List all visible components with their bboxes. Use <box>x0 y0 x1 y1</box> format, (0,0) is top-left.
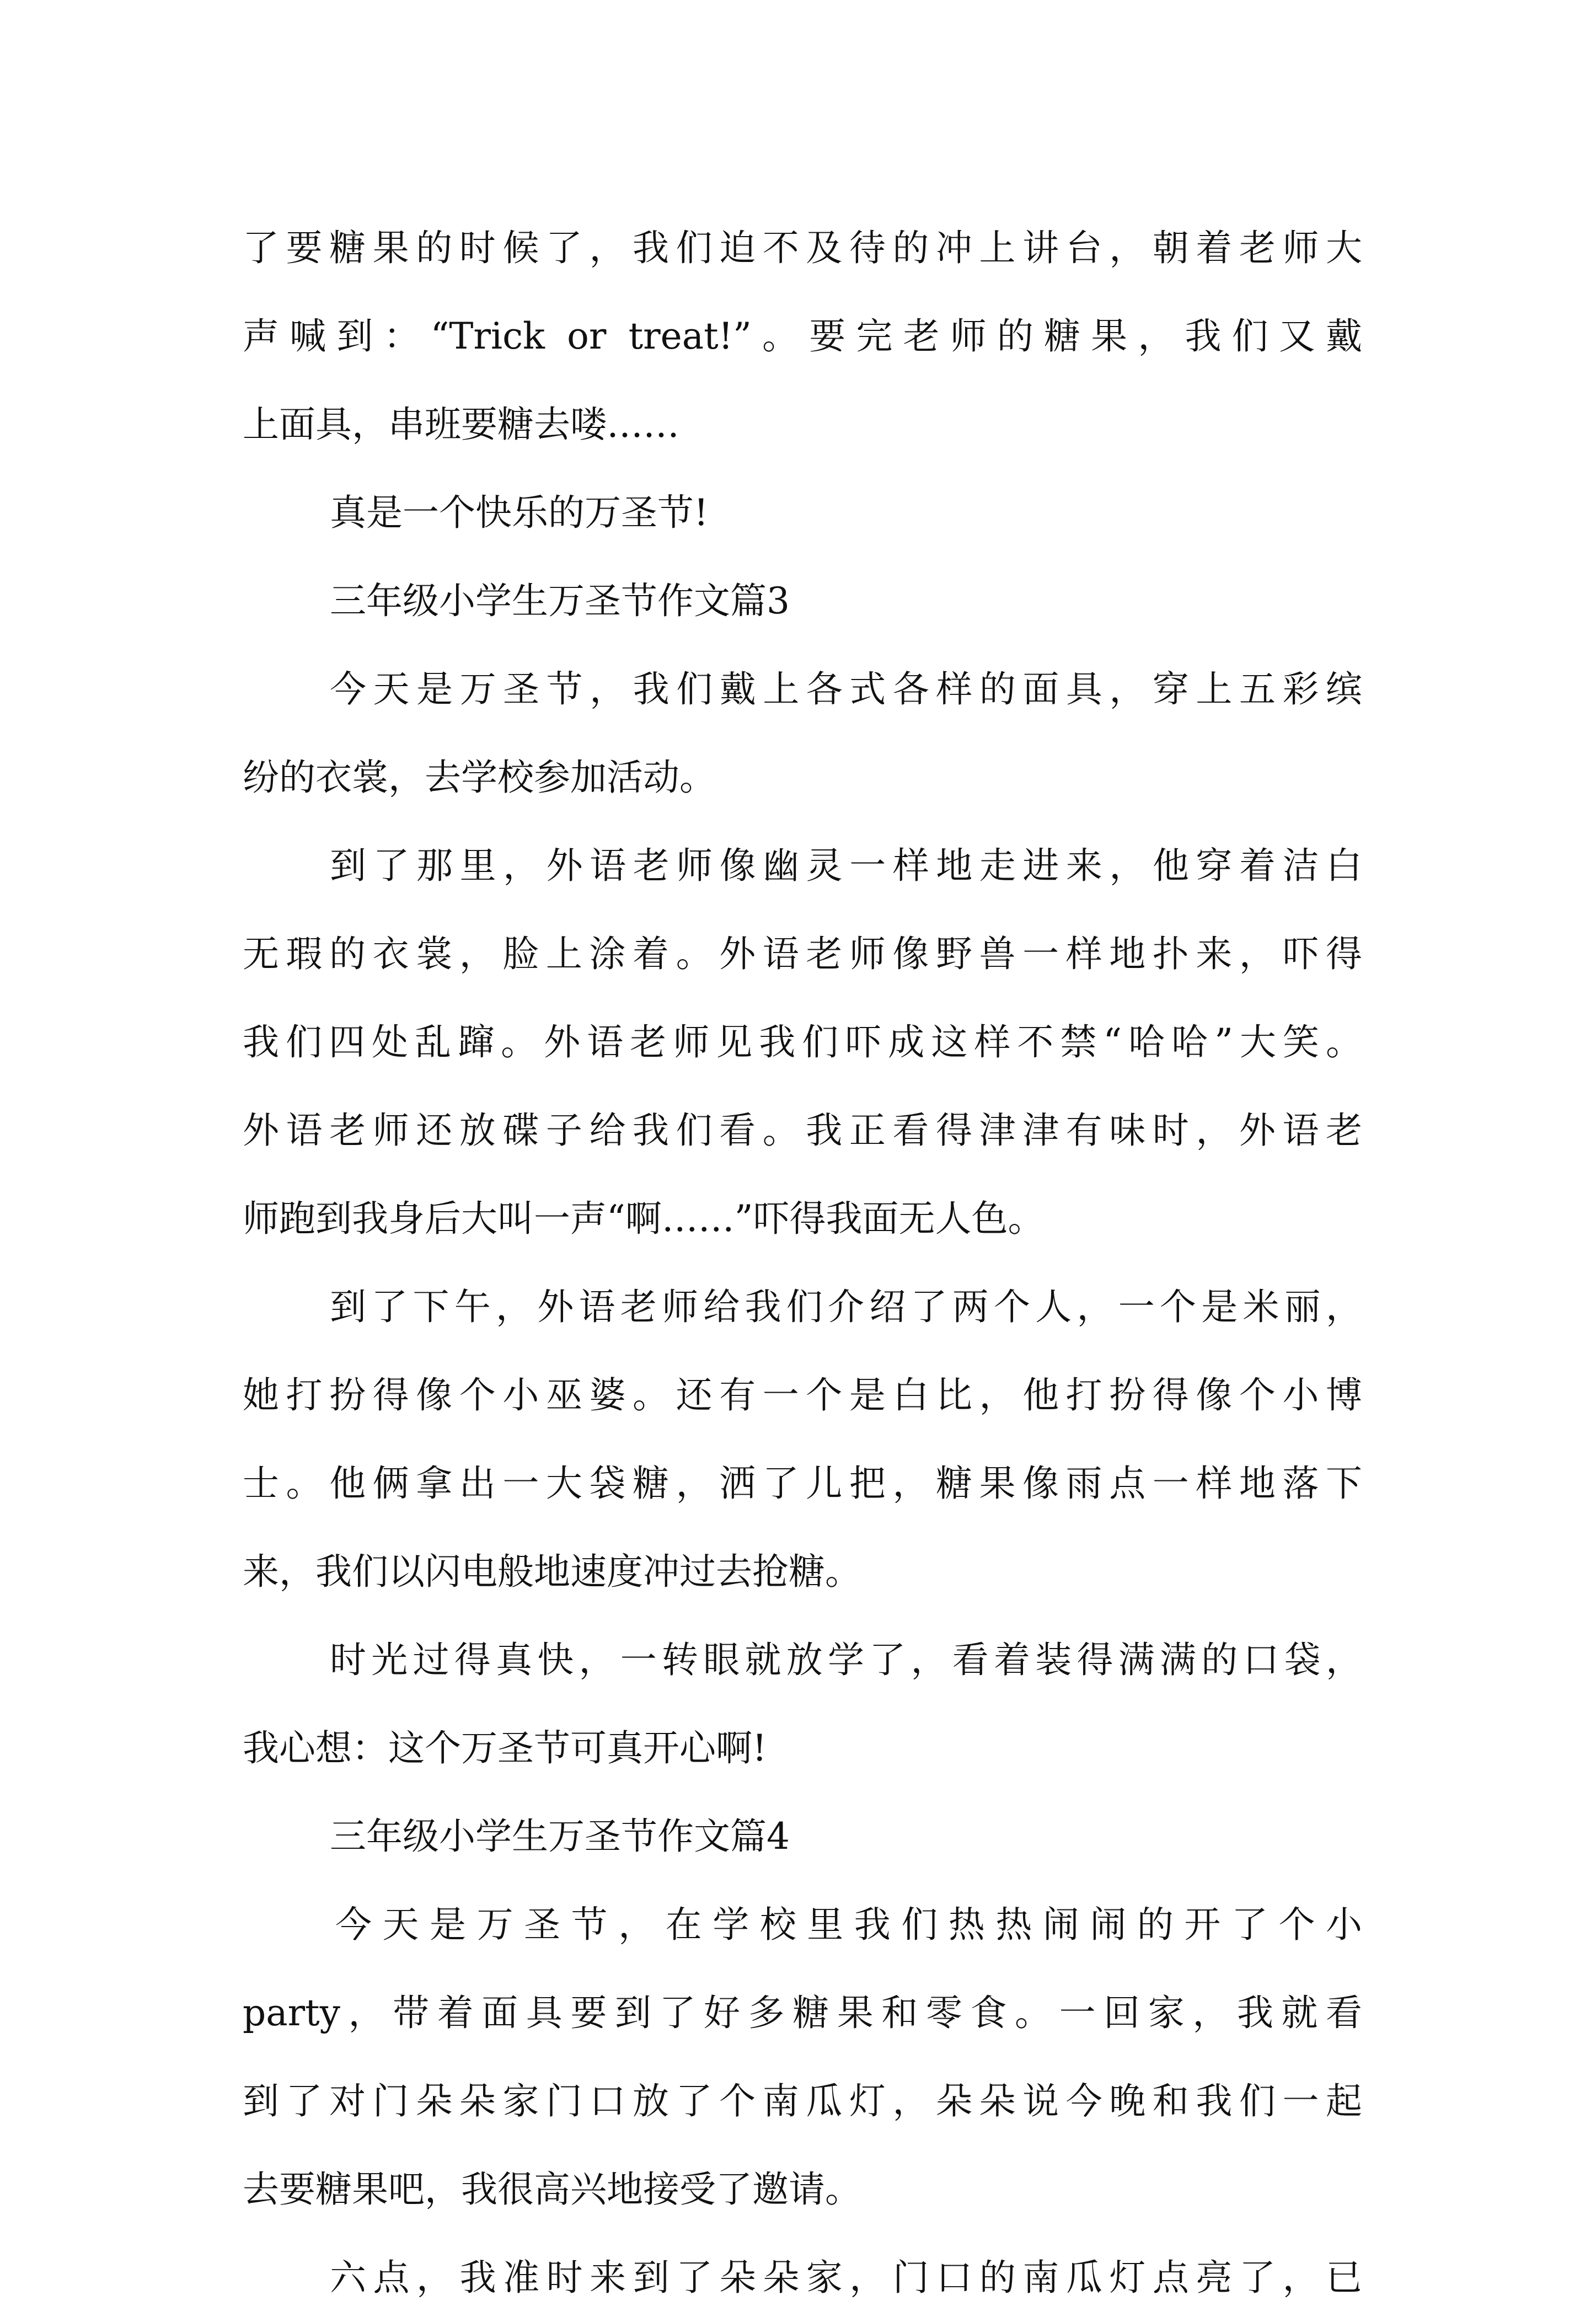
text-line: 今天是万圣节，在学校里我们热热闹闹的开了个小 <box>335 1903 1362 1946</box>
text-line: 士。他俩拿出一大袋糖，洒了儿把，糖果像雨点一样地落下 <box>243 1462 1362 1505</box>
text-line: 今天是万圣节，我们戴上各式各样的面具，穿上五彩缤 <box>330 668 1362 710</box>
text-line: 时光过得真快，一转眼就放学了，看着装得满满的口袋， <box>330 1639 1362 1681</box>
text-line: party，带着面具要到了好多糖果和零食。一回家，我就看 <box>243 1992 1362 2034</box>
text-line: 到了那里，外语老师像幽灵一样地走进来，他穿着洁白 <box>330 844 1362 887</box>
text-line: 去要糖果吧，我很高兴地接受了邀请。 <box>243 2168 861 2211</box>
text-line: 上面具，串班要糖去喽…… <box>243 403 679 446</box>
text-line: 六点，我准时来到了朵朵家，门口的南瓜灯点亮了，已 <box>330 2256 1362 2299</box>
text-line: 到了对门朵朵家门口放了个南瓜灯，朵朵说今晚和我们一起 <box>243 2080 1362 2122</box>
text-line: 外语老师还放碟子给我们看。我正看得津津有味时，外语老 <box>243 1109 1362 1152</box>
text-line: 声喊到：“Trick or treat!”。要完老师的糖果，我们又戴 <box>243 315 1362 357</box>
text-line: 她打扮得像个小巫婆。还有一个是白比，他打扮得像个小博 <box>243 1374 1362 1416</box>
text-line: 师跑到我身后大叫一声“啊……”吓得我面无人色。 <box>243 1197 1045 1240</box>
text-line: 到了下午，外语老师给我们介绍了两个人，一个是米丽， <box>330 1286 1362 1328</box>
text-line: 纷的衣裳，去学校参加活动。 <box>243 756 716 799</box>
text-line: 我们四处乱蹿。外语老师见我们吓成这样不禁“哈哈”大笑。 <box>243 1021 1362 1063</box>
text-line: 无瑕的衣裳，脸上涂着。外语老师像野兽一样地扑来，吓得 <box>243 933 1362 975</box>
text-line: 了要糖果的时候了，我们迫不及待的冲上讲台，朝着老师大 <box>243 227 1362 269</box>
text-line: 我心想：这个万圣节可真开心啊! <box>243 1727 767 1769</box>
text-line: 来，我们以闪电般地速度冲过去抢糖。 <box>243 1550 861 1593</box>
section-heading: 三年级小学生万圣节作文篇3 <box>330 580 790 622</box>
document-body <box>243 204 1362 2322</box>
text-line: 真是一个快乐的万圣节! <box>330 491 709 534</box>
section-heading: 三年级小学生万圣节作文篇4 <box>330 1815 790 1858</box>
